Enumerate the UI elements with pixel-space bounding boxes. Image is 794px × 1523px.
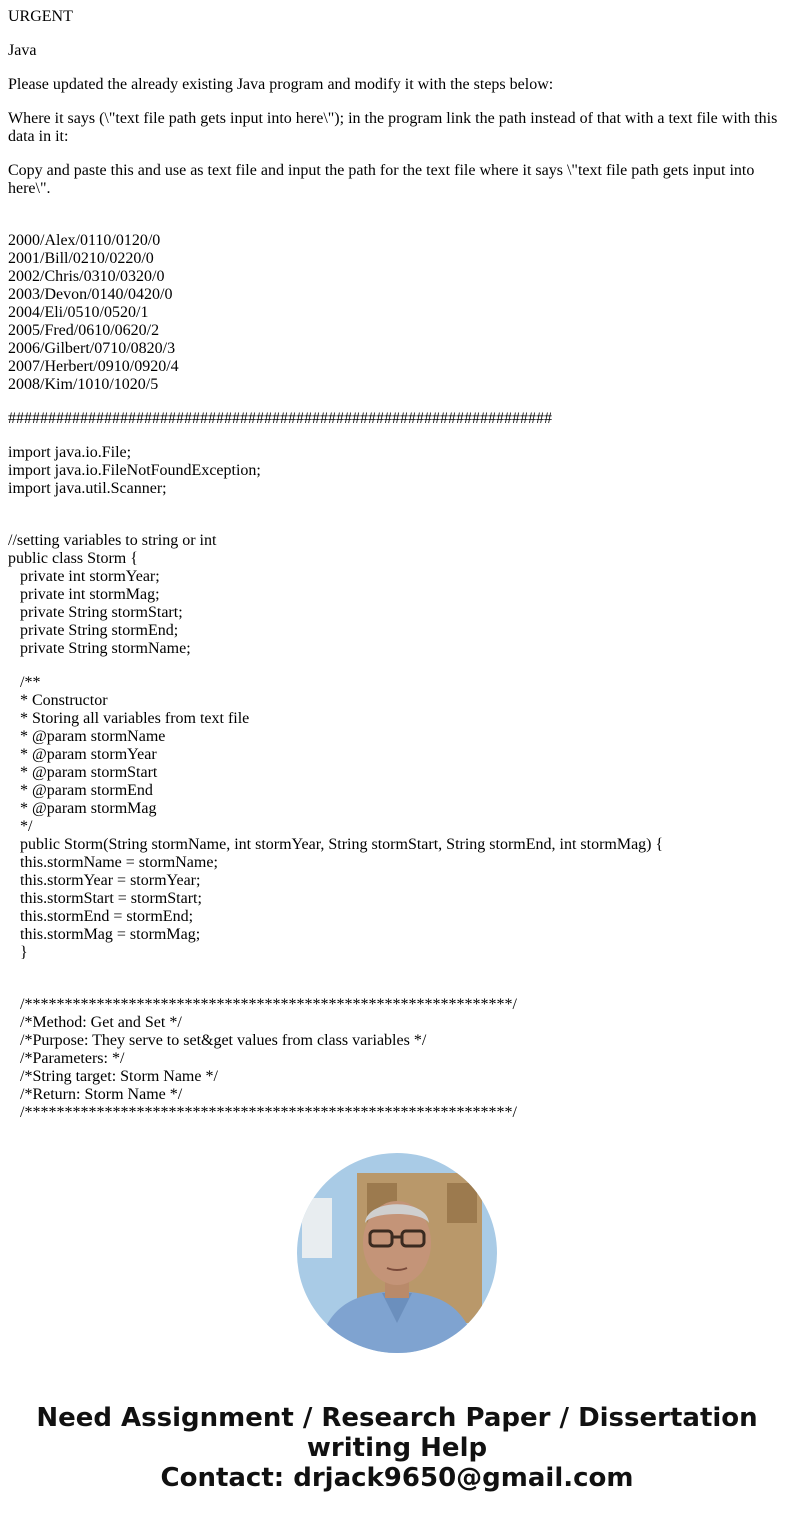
data-line: 2003/Devon/0140/0420/0 xyxy=(8,286,173,303)
code-line: /** xyxy=(8,674,41,691)
code-line: this.stormEnd = stormEnd; xyxy=(8,908,194,925)
data-line: 2005/Fred/0610/0620/2 xyxy=(8,322,160,339)
code-line: /*String target: Storm Name */ xyxy=(8,1068,218,1085)
question-body xyxy=(8,8,786,1138)
code-line: private String stormStart; xyxy=(8,604,183,621)
data-file-contents xyxy=(8,232,786,394)
data-line: 2002/Chris/0310/0320/0 xyxy=(8,268,165,285)
instruction-2: Where it says (\"text file path gets input into here\"); in the program link the path instead of that with a text file with this data in it: xyxy=(8,110,778,145)
code-line: * Constructor xyxy=(8,692,108,709)
data-line: 2008/Kim/1010/1020/5 xyxy=(8,376,159,393)
code-line: import java.util.Scanner; xyxy=(8,480,167,497)
separator-line: #################################################################### xyxy=(8,410,552,427)
code-line: /*Return: Storm Name */ xyxy=(8,1086,183,1103)
imports-block xyxy=(8,444,786,498)
code-line: public class Storm { xyxy=(8,550,138,567)
class-declaration-block xyxy=(8,532,786,658)
language-label: Java xyxy=(8,42,37,59)
code-line: this.stormName = stormName; xyxy=(8,854,218,871)
author-photo xyxy=(297,1153,497,1353)
code-line: this.stormMag = stormMag; xyxy=(8,926,201,943)
promo-contact: Contact: drjack9650@gmail.com xyxy=(160,1463,634,1493)
promo-line-1: Need Assignment / Research Paper / Dissertation xyxy=(36,1403,758,1433)
code-line: */ xyxy=(8,818,33,835)
code-line: import java.io.FileNotFoundException; xyxy=(8,462,261,479)
code-line: * Storing all variables from text file xyxy=(8,710,250,727)
code-line: /*************************************************************/ xyxy=(8,996,517,1013)
code-line: /*************************************************************/ xyxy=(8,1104,517,1121)
data-line: 2001/Bill/0210/0220/0 xyxy=(8,250,154,267)
code-line: import java.io.File; xyxy=(8,444,132,461)
code-line: * @param stormName xyxy=(8,728,166,745)
code-line: public Storm(String stormName, int stormYear, String stormStart, String stormEnd, int stormMag) { xyxy=(8,836,664,853)
code-line: private String stormName; xyxy=(8,640,191,657)
promo-line-2: writing Help xyxy=(306,1433,488,1463)
instruction-3: Copy and paste this and use as text file and input the path for the text file where it says \"text file path gets input into here\". xyxy=(8,162,755,197)
code-line: * @param stormEnd xyxy=(8,782,153,799)
code-line: /*Purpose: They serve to set&get values from class variables */ xyxy=(8,1032,427,1049)
constructor-block xyxy=(8,674,786,962)
person-portrait-icon xyxy=(297,1153,497,1353)
method-comment-block xyxy=(8,996,786,1122)
data-line: 2007/Herbert/0910/0920/4 xyxy=(8,358,179,375)
code-line: * @param stormYear xyxy=(8,746,157,763)
code-line: private int stormYear; xyxy=(8,568,160,585)
data-line: 2004/Eli/0510/0520/1 xyxy=(8,304,149,321)
code-line: /*Parameters: */ xyxy=(8,1050,125,1067)
promo-banner xyxy=(0,1403,794,1493)
code-line: //setting variables to string or int xyxy=(8,532,217,549)
code-line: this.stormStart = stormStart; xyxy=(8,890,202,907)
instruction-1: Please updated the already existing Java program and modify it with the steps below: xyxy=(8,76,554,93)
code-line: } xyxy=(8,944,28,961)
urgent-label: URGENT xyxy=(8,8,73,25)
code-line: private int stormMag; xyxy=(8,586,160,603)
data-line: 2000/Alex/0110/0120/0 xyxy=(8,232,161,249)
code-line: /*Method: Get and Set */ xyxy=(8,1014,182,1031)
code-line: * @param stormMag xyxy=(8,800,157,817)
code-line: * @param stormStart xyxy=(8,764,158,781)
code-line: this.stormYear = stormYear; xyxy=(8,872,201,889)
data-line: 2006/Gilbert/0710/0820/3 xyxy=(8,340,176,357)
code-line: private String stormEnd; xyxy=(8,622,179,639)
